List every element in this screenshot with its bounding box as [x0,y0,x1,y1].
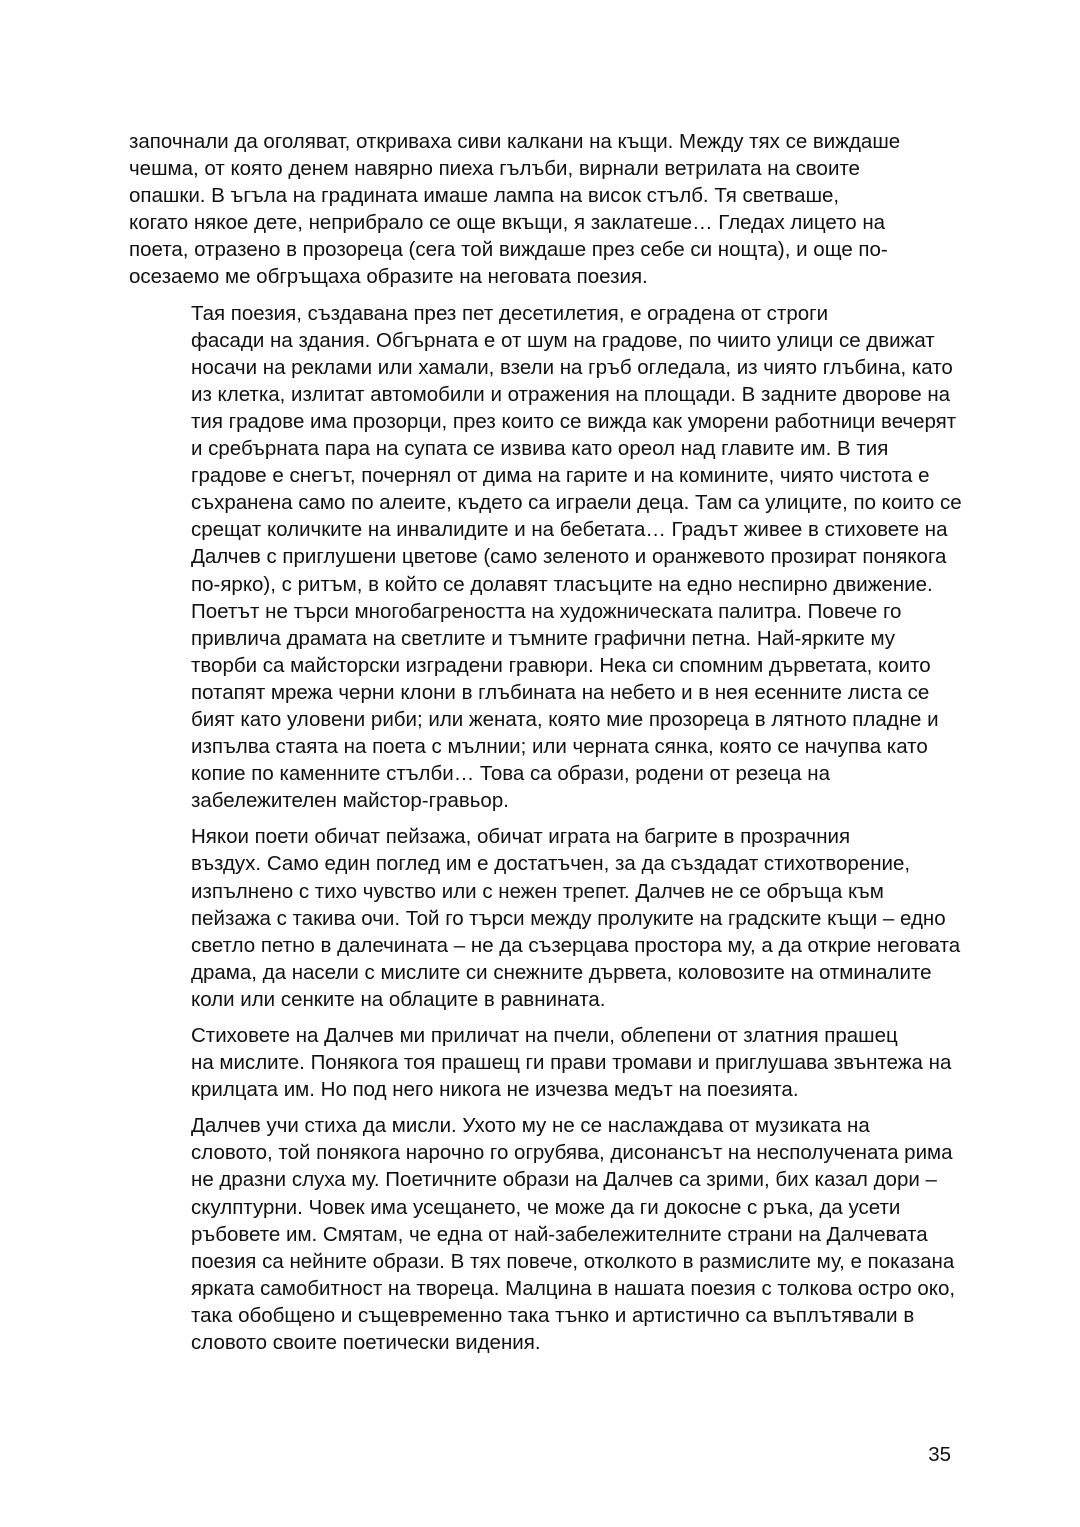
text-line: бият като уловени риби; или жената, която мие прозореца в лятното пладне и [191,707,939,731]
text-line: поезия са нейните образи. В тях повече, отколкото в размислите му, е показана [191,1249,955,1273]
text-line: привлича драмата на светлите и тъмните графични петна. Най-ярките му [191,626,896,650]
text-line: когато някое дете, неприбрало се още вкъщи, я заклатеше… Гледах лицето на [129,211,886,235]
text-line: словото своите поетически видения. [191,1331,541,1355]
text-line: започнали да оголяват, откриваха сиви калкани на къщи. Между тях се виждаше [129,130,901,153]
text-line: потапят мрежа черни клони в глъбината на небето и в нея есенните листа се [191,680,930,704]
text-line: Някои поети обичат пейзажа, обичат играта на багрите в прозрачния [191,825,851,849]
text-line: Далчев учи стиха да мисли. Ухото му не се наслаждава от музиката на [191,1114,870,1138]
text-line: по-ярко), с ритъм, в който се долавят тласъците на едно неспирно движение. [191,572,933,596]
page-number: 35 [928,1443,951,1466]
text-line: изпълва стаята на поета с мълнии; или черната сянка, която се начупва като [191,735,928,759]
text-line: скулптурни. Човек има усещането, че може да ги докосне с ръка, да усети [191,1195,901,1219]
text-line: из клетка, излитат автомобили и отражения на площади. В задните дворове на [191,382,951,406]
text-line: така обобщено и същевременно така тънко и артистично са въплътявали в [191,1303,915,1327]
text-line: светло петно в далечината – не да съзерцава простора му, а да открие неговата [191,933,961,957]
paragraph [129,300,962,815]
text-line: на мислите. Понякога тоя прашещ ги прави тромави и приглушава звънтежа на [191,1051,952,1075]
text-line: фасади на здания. Обгърната е от шум на градове, по чиито улици се движат [191,328,935,352]
text-line: изпълнено с тихо чувство или с нежен трепет. Далчев не се обръща към [191,879,884,903]
text-line: пейзажа с такива очи. Той го търси между пролуките на градските къщи – едно [191,906,946,930]
text-line: градове е снегът, почернял от дима на гарите и на комините, чиято чистота е [191,464,930,488]
paragraph [129,1112,956,1356]
text-line: срещат количките на инвалидите и на бебетата… Градът живее в стиховете на [191,518,948,542]
text-line: опашки. В ъгъла на градината имаше лампа на висок стълб. Тя светваше, [129,184,840,208]
paragraph [129,1022,951,1103]
text-line: драма, да насели с мислите си снежните дървета, коловозите на отминалите [191,960,932,984]
text-line: съхранена само по алеите, където са играели деца. Там са улиците, по които се [191,491,962,515]
text-line: и сребърната пара на супата се извива като ореол над главите им. В тия [191,437,889,461]
text-line: крилцата им. Но под него никога не изчезва медът на поезията. [191,1078,799,1102]
text-line: ръбовете им. Смятам, че една от най-забележителните страни на Далчевата [191,1222,928,1246]
text-line: осезаемо ме обгръщаха образите на неговата поезия. [129,265,648,289]
text-line: не дразни слуха му. Поетичните образи на Далчев са зрими, бих казал дори – [191,1168,937,1192]
body-text [129,128,962,1365]
text-line: творби са майсторски изградени гравюри. Нека си спомним дърветата, които [191,653,931,677]
text-line: коли или сенките на облаците в равнината. [191,987,606,1011]
text-line: чешма, от която денем навярно пиеха гълъби, вирнали ветрилата на своите [129,157,860,181]
text-line: Стиховете на Далчев ми приличат на пчели, облепени от златния прашец [191,1024,898,1047]
text-line: носачи на реклами или хамали, взели на гръб огледала, из чиято глъбина, като [191,355,953,379]
text-line: Далчев с приглушени цветове (само зеленото и оранжевото прозират понякога [191,545,947,569]
paragraph [129,128,951,291]
text-line: Тая поезия, създавана през пет десетилетия, е оградена от строги [191,301,829,325]
text-line: въздух. Само един поглед им е достатъчен, за да създадат стихотворение, [191,852,911,876]
text-line: словото, той понякога нарочно го огрубява, дисонансът на несполучената рима [191,1141,953,1165]
text-line: ярката самобитност на твореца. Малцина в нашата поезия с толкова остро око, [191,1276,956,1300]
text-line: Поетът не търси многобагреността на художническата палитра. Повече го [191,599,902,623]
text-line: тия градове има прозорци, през които се вижда как уморени работници вечерят [191,409,957,433]
text-line: поета, отразено в прозореца (сега той виждаше през себе си нощта), и още по- [129,238,888,262]
text-line: забележителен майстор-гравьор. [191,789,509,813]
text-line: копие по каменните стълби… Това са образи, родени от резеца на [191,762,830,786]
paragraph [129,823,961,1013]
